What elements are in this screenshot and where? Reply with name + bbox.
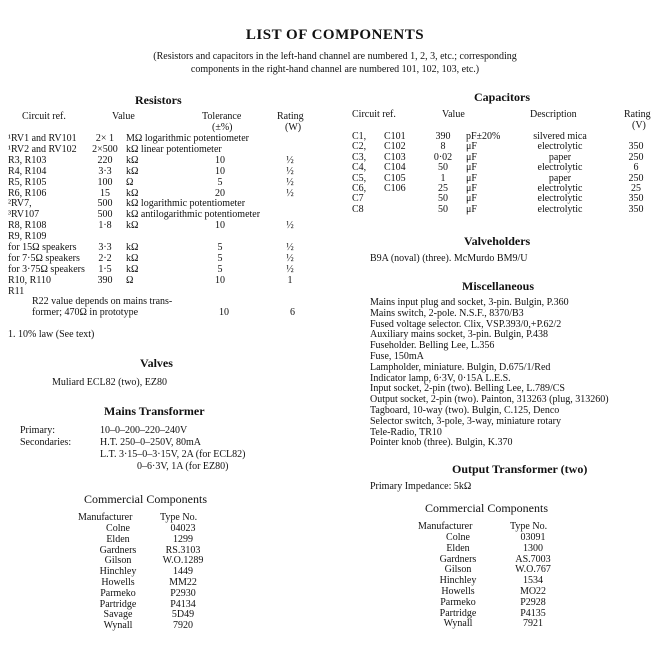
capacitor-description: silvered mica bbox=[533, 131, 587, 142]
resistor-rating: ½ bbox=[286, 187, 294, 199]
resistor-value: 500 bbox=[97, 198, 113, 210]
capacitor-rating: 350 bbox=[628, 193, 644, 205]
capacitor-ref-right: C104 bbox=[384, 162, 406, 174]
type-number: 7921 bbox=[523, 618, 543, 630]
manufacturer-name: Elden bbox=[446, 542, 470, 554]
output-transformer-heading: Output Transformer (two) bbox=[452, 462, 588, 476]
capacitor-rating: 350 bbox=[628, 141, 644, 153]
resistor-unit: Ω bbox=[126, 176, 134, 188]
type-number: P4135 bbox=[520, 607, 546, 619]
type-number: MM22 bbox=[169, 577, 197, 588]
capacitor-description: paper bbox=[548, 151, 572, 163]
resistor-ref: ³RV107 bbox=[8, 209, 40, 221]
cap-col-ref: Circuit ref. bbox=[352, 109, 396, 120]
misc-item: Fused voltage selector. Clix, VSP.393/0,+P.62/2 bbox=[370, 318, 562, 330]
type-number: 1449 bbox=[173, 566, 193, 578]
resistor-value: 15 bbox=[100, 187, 110, 199]
res-col-ref: Circuit ref. bbox=[22, 111, 66, 122]
resistor-ref: R4, R104 bbox=[8, 165, 47, 177]
manufacturer-name: Wynall bbox=[443, 618, 473, 630]
type-number: 1299 bbox=[173, 533, 193, 545]
resistor-ref: ¹RV2 and RV102 bbox=[8, 143, 77, 155]
misc-item: Input socket, 2-pin (two). Belling Lee, L.789/CS bbox=[370, 383, 565, 395]
capacitor-description: paper bbox=[548, 172, 572, 184]
manufacturer-name: Gardners bbox=[99, 544, 137, 556]
secondaries-label: Secondaries: bbox=[20, 437, 72, 448]
capacitor-unit: μF bbox=[466, 193, 477, 205]
commercial-right-col-manufacturer: Manufacturer bbox=[418, 521, 473, 532]
manufacturer-name: Howells bbox=[441, 586, 475, 597]
resistor-ref: R9, R109 bbox=[8, 231, 47, 243]
type-number: 7920 bbox=[173, 620, 193, 632]
resistor-tolerance: 10 bbox=[215, 154, 225, 166]
valveholders-heading: Valveholders bbox=[464, 234, 531, 248]
manufacturer-name: Gilson bbox=[444, 564, 472, 576]
valves-text: Muliard ECL82 (two), EZ80 bbox=[52, 377, 167, 388]
primary-label: Primary: bbox=[20, 425, 55, 436]
resistor-rating: ½ bbox=[286, 263, 294, 275]
misc-item: Fuseholder. Belling Lee, L.356 bbox=[370, 340, 495, 352]
capacitor-value: 8 bbox=[440, 141, 446, 153]
valves-heading: Valves bbox=[140, 356, 173, 370]
resistor-ref: ¹RV1 and RV101 bbox=[8, 133, 77, 144]
type-number: W.O.767 bbox=[515, 564, 551, 576]
misc-item: Mains switch, 2-pole. N.S.F., 8370/B3 bbox=[370, 307, 524, 319]
capacitor-ref-right: C103 bbox=[384, 151, 406, 163]
misc-item: Fuse, 150mA bbox=[370, 351, 424, 362]
page-title: LIST OF COMPONENTS bbox=[245, 27, 425, 43]
resistor-value: 3·3 bbox=[98, 165, 112, 177]
manufacturer-name: Partridge bbox=[439, 607, 477, 619]
manufacturer-name: Colne bbox=[106, 523, 130, 534]
capacitor-ref: C5, bbox=[352, 172, 367, 184]
resistor-unit: kΩ bbox=[126, 187, 139, 199]
manufacturer-name: Partridge bbox=[99, 598, 137, 610]
resistor-tolerance: 5 bbox=[217, 252, 223, 264]
res-col-tol2: (±%) bbox=[212, 122, 233, 133]
misc-item: Selector switch, 3-pole, 3-way, miniature rotary bbox=[370, 415, 561, 427]
capacitor-unit: μF bbox=[466, 183, 477, 194]
resistor-tolerance: 10 bbox=[215, 274, 225, 286]
type-number: RS.3103 bbox=[165, 544, 201, 556]
capacitor-rating: 250 bbox=[628, 151, 644, 163]
capacitor-ref: C1, bbox=[352, 131, 367, 142]
resistors-heading: Resistors bbox=[135, 93, 182, 107]
resistor-unit: kΩ linear potentiometer bbox=[126, 143, 222, 155]
res-col-rating2: (W) bbox=[285, 122, 302, 133]
capacitor-value: 0·02 bbox=[433, 151, 453, 163]
r11-tolerance: 10 bbox=[219, 307, 229, 318]
mains-heading: Mains Transformer bbox=[104, 404, 205, 418]
resistor-unit: Ω bbox=[126, 274, 134, 286]
resistor-ref: for 3·75Ω speakers bbox=[8, 263, 85, 275]
misc-item: Tele-Radio, TR10 bbox=[370, 426, 442, 438]
resistor-tolerance: 20 bbox=[215, 187, 225, 199]
resistor-tolerance: 5 bbox=[217, 242, 223, 253]
intro-line-2: components in the right-hand channel are numbered 101, 102, 103, etc.) bbox=[190, 64, 480, 75]
misc-item: Indicator lamp, 6·3V, 0·15A L.E.S. bbox=[370, 372, 511, 384]
intro-line-1: (Resistors and capacitors in the left-hand channel are numbered 1, 2, 3, etc.; corresponding bbox=[153, 51, 517, 62]
capacitor-ref-right: C106 bbox=[384, 183, 406, 194]
resistor-ref: R11 bbox=[8, 285, 25, 297]
capacitor-unit: μF bbox=[466, 172, 477, 184]
resistor-unit: kΩ bbox=[126, 220, 139, 232]
resistor-ref: R10, R110 bbox=[8, 274, 51, 286]
type-number: MO22 bbox=[519, 586, 547, 597]
resistor-rating: ½ bbox=[286, 252, 294, 264]
type-number: 1300 bbox=[523, 542, 543, 554]
resistor-tolerance: 10 bbox=[215, 165, 225, 177]
resistor-ref: for 15Ω speakers bbox=[8, 242, 77, 253]
resistor-rating: ½ bbox=[286, 220, 294, 232]
capacitor-unit: pF±20% bbox=[466, 131, 501, 142]
misc-item: Tagboard, 10-way (two). Bulgin, C.125, Denco bbox=[370, 405, 560, 416]
resistor-ref: R8, R108 bbox=[8, 220, 47, 232]
type-number: AS.7003 bbox=[515, 553, 551, 565]
resistor-ref: R3, R103 bbox=[8, 154, 47, 166]
capacitor-unit: μF bbox=[466, 203, 477, 215]
output-transformer-text: Primary Impedance: 5kΩ bbox=[370, 481, 472, 492]
resistor-unit: kΩ bbox=[126, 252, 139, 264]
primary-value: 10–0–200–220–240V bbox=[100, 425, 188, 436]
commercial-left-heading: Commercial Components bbox=[84, 492, 207, 506]
cap-col-rating2: (V) bbox=[632, 120, 646, 131]
resistor-unit: kΩ bbox=[126, 154, 139, 166]
resistor-unit: kΩ bbox=[126, 165, 139, 177]
resistor-ref: ²RV7, bbox=[8, 198, 32, 210]
resistor-value: 500 bbox=[97, 209, 113, 221]
capacitor-value: 50 bbox=[438, 203, 448, 215]
intro-text bbox=[0, 50, 670, 76]
manufacturer-name: Howells bbox=[101, 577, 135, 588]
capacitor-ref: C3, bbox=[352, 151, 367, 163]
capacitor-rating: 6 bbox=[633, 162, 639, 174]
cap-col-rating: Rating bbox=[624, 109, 651, 120]
secondary-line-3: 0–6·3V, 1A (for EZ80) bbox=[137, 461, 229, 472]
resistor-value: 390 bbox=[97, 274, 113, 286]
capacitor-rating: 25 bbox=[631, 183, 641, 194]
capacitor-unit: μF bbox=[466, 162, 477, 174]
secondary-line-1: H.T. 250–0–250V, 80mA bbox=[100, 437, 202, 448]
r11-note-1: R22 value depends on mains trans- bbox=[32, 296, 173, 307]
resistor-value: 2×500 bbox=[92, 143, 118, 155]
misc-item: Output socket, 2-pin (two). Painton, 313263 (plug, 313260) bbox=[370, 394, 609, 406]
resistor-value: 100 bbox=[97, 176, 113, 188]
type-number: 1534 bbox=[523, 575, 543, 587]
capacitor-description: electrolytic bbox=[537, 141, 583, 153]
capacitor-ref: C6, bbox=[352, 183, 367, 194]
commercial-right-heading: Commercial Components bbox=[425, 501, 548, 515]
manufacturer-name: Hinchley bbox=[439, 575, 477, 587]
resistor-ref: for 7·5Ω speakers bbox=[8, 252, 80, 264]
capacitor-description: electrolytic bbox=[537, 193, 583, 205]
capacitor-description: electrolytic bbox=[537, 203, 583, 215]
capacitor-value: 1 bbox=[440, 172, 446, 184]
resistor-ref: R6, R106 bbox=[8, 187, 47, 199]
r11-rating: 6 bbox=[290, 307, 295, 318]
resistor-footnote: 1. 10% law (See text) bbox=[8, 329, 95, 340]
resistor-rating: ½ bbox=[286, 242, 294, 253]
resistor-rating: ½ bbox=[286, 154, 294, 166]
capacitor-description: electrolytic bbox=[537, 162, 583, 174]
cap-col-value: Value bbox=[442, 109, 465, 120]
manufacturer-name: Savage bbox=[103, 609, 133, 621]
commercial-right-col-type: Type No. bbox=[510, 521, 548, 532]
type-number: 03091 bbox=[520, 532, 546, 543]
manufacturer-name: Parmeko bbox=[440, 596, 476, 608]
type-number: 04023 bbox=[170, 523, 196, 534]
commercial-left-col-manufacturer: Manufacturer bbox=[78, 512, 133, 523]
resistor-value: 3·3 bbox=[98, 242, 112, 253]
capacitors-heading: Capacitors bbox=[474, 90, 530, 104]
misc-item: Mains input plug and socket, 3-pin. Bulgin, P.360 bbox=[370, 297, 569, 308]
resistor-rating: ½ bbox=[286, 176, 294, 188]
misc-heading: Miscellaneous bbox=[462, 279, 534, 293]
capacitor-ref: C4, bbox=[352, 162, 367, 174]
type-number: 5D49 bbox=[171, 609, 195, 621]
manufacturer-name: Hinchley bbox=[99, 566, 137, 578]
capacitor-ref: C2, bbox=[352, 141, 367, 153]
res-col-value: Value bbox=[112, 111, 135, 122]
capacitor-value: 50 bbox=[438, 162, 448, 174]
resistor-unit: kΩ bbox=[126, 242, 139, 253]
resistor-value: 1·5 bbox=[98, 263, 112, 275]
resistor-value: 2·2 bbox=[98, 252, 112, 264]
r11-note-2: former; 470Ω in prototype bbox=[32, 307, 139, 318]
manufacturer-name: Gardners bbox=[439, 553, 477, 565]
commercial-left-col-type: Type No. bbox=[160, 512, 198, 523]
resistor-rating: 1 bbox=[287, 274, 293, 286]
capacitor-unit: μF bbox=[466, 151, 477, 163]
capacitor-description: electrolytic bbox=[537, 183, 583, 194]
capacitor-value: 25 bbox=[438, 183, 448, 194]
capacitor-rating: 250 bbox=[628, 172, 644, 184]
manufacturer-name: Colne bbox=[446, 532, 470, 543]
capacitor-value: 50 bbox=[438, 193, 448, 205]
capacitor-value: 390 bbox=[435, 131, 451, 142]
secondary-line-2: L.T. 3·15–0–3·15V, 2A (for ECL82) bbox=[100, 449, 246, 460]
res-col-rating: Rating bbox=[277, 111, 304, 122]
resistor-rating: ½ bbox=[286, 165, 294, 177]
capacitor-ref-right: C105 bbox=[384, 172, 406, 184]
type-number: P2930 bbox=[170, 587, 196, 599]
resistor-ref: R5, R105 bbox=[8, 176, 47, 188]
type-number: P4134 bbox=[170, 598, 196, 610]
capacitor-ref: C8 bbox=[352, 203, 364, 215]
type-number: W.O.1289 bbox=[162, 555, 204, 567]
capacitor-unit: μF bbox=[466, 141, 477, 153]
capacitor-rating: 350 bbox=[628, 203, 644, 215]
resistor-unit: kΩ antilogarithmic potentiometer bbox=[126, 209, 261, 221]
manufacturer-name: Wynall bbox=[103, 620, 133, 632]
resistor-value: 1·8 bbox=[98, 220, 112, 232]
resistor-unit: MΩ logarithmic potentiometer bbox=[126, 133, 249, 144]
manufacturer-name: Parmeko bbox=[100, 587, 136, 599]
capacitor-ref: C7 bbox=[352, 193, 364, 205]
resistor-value: 2× 1 bbox=[95, 133, 115, 144]
manufacturer-name: Gilson bbox=[104, 555, 132, 567]
capacitor-ref-right: C102 bbox=[384, 141, 406, 153]
resistor-tolerance: 5 bbox=[217, 176, 223, 188]
resistor-value: 220 bbox=[97, 154, 113, 166]
cap-col-desc: Description bbox=[530, 109, 577, 120]
resistor-tolerance: 10 bbox=[215, 220, 225, 232]
resistor-unit: kΩ bbox=[126, 263, 139, 275]
res-col-tol: Tolerance bbox=[202, 111, 242, 122]
manufacturer-name: Elden bbox=[106, 533, 130, 545]
misc-item: Auxiliary mains socket, 3-pin. Bulgin, P.438 bbox=[370, 329, 549, 341]
capacitor-ref-right: C101 bbox=[384, 131, 406, 142]
type-number: P2928 bbox=[520, 596, 546, 608]
resistor-tolerance: 5 bbox=[217, 263, 223, 275]
resistor-unit: kΩ logarithmic potentiometer bbox=[126, 198, 246, 210]
misc-item: Lampholder, miniature. Bulgin, D.675/1/Red bbox=[370, 361, 551, 373]
misc-item: Pointer knob (three). Bulgin, K.370 bbox=[370, 437, 513, 449]
valveholders-text: B9A (noval) (three). McMurdo BM9/U bbox=[370, 253, 528, 264]
